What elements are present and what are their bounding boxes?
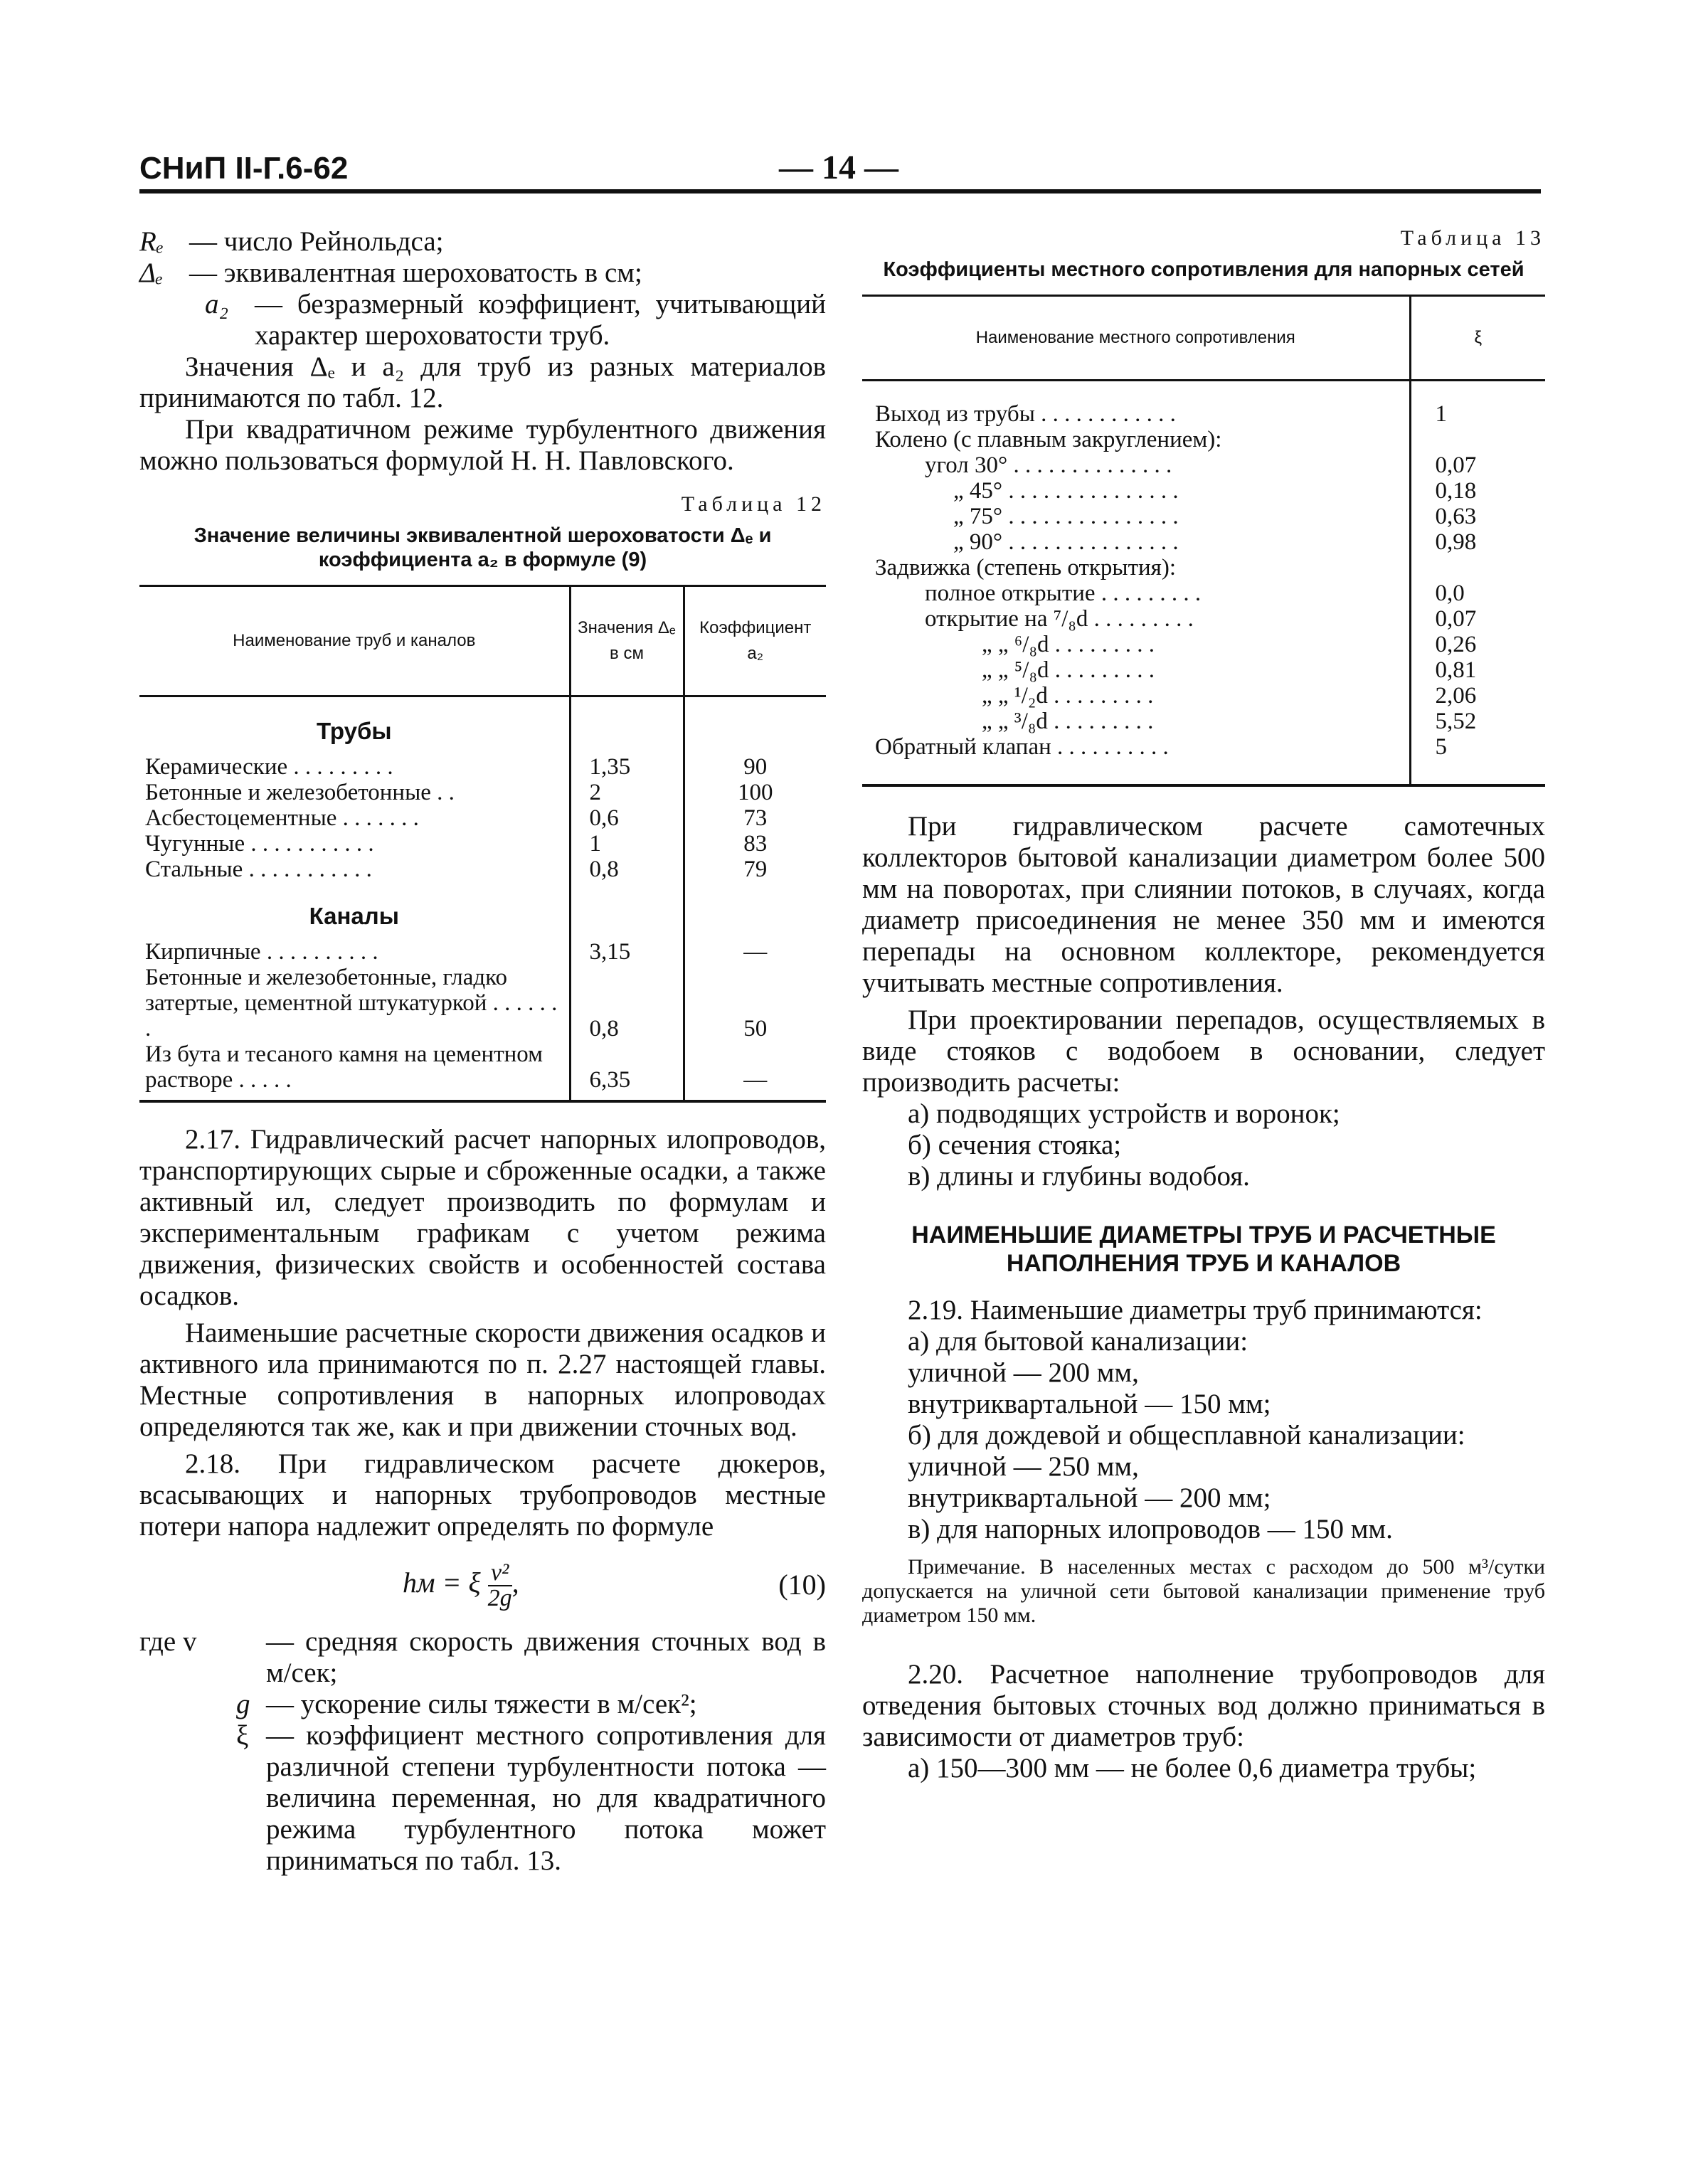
- row-value: 0,81: [1410, 657, 1545, 683]
- table-12-title: Значение величины эквивалентной шероховатости Δₑ и коэффициента a₂ в формуле (9): [193, 524, 772, 571]
- list-item: внутриквартальной — 150 мм;: [908, 1389, 1271, 1419]
- definition-text: — безразмерный коэффициент, учитывающий характер шероховатости труб.: [255, 289, 826, 351]
- table-header: Коэффициент a₂: [684, 586, 826, 696]
- row-value: 0,07: [1410, 452, 1545, 478]
- list-item: внутриквартальной — 200 мм;: [908, 1483, 1271, 1513]
- table-row: Из бута и тесаного камня на цементном растворе . . . . . 6,35 —: [139, 1041, 826, 1101]
- section-heading: НАИМЕНЬШИЕ ДИАМЕТРЫ ТРУБ И РАСЧЕТНЫЕ НАПОЛНЕНИЯ ТРУБ И КАНАЛОВ: [911, 1221, 1496, 1277]
- row-value: 5,52: [1410, 709, 1545, 734]
- row-label: открытие на ⁷/₈d . . . . . . . . .: [925, 606, 1194, 632]
- table-row: Бетонные и железобетонные, гладко затертые, цементной штукатуркой . . . . . . . 0,8 50: [139, 965, 826, 1041]
- page-number: — 14 —: [779, 149, 898, 186]
- list-item: уличной — 250 мм,: [908, 1451, 1139, 1482]
- group-heading: Каналы: [309, 903, 399, 929]
- paragraph-2-19: 2.19. Наименьшие диаметры труб принимаются:: [908, 1295, 1483, 1325]
- right-column: [862, 226, 1545, 1784]
- list-item: б) сечения стояка;: [908, 1130, 1122, 1160]
- row-label: полное открытие . . . . . . . . .: [925, 581, 1202, 606]
- table-row: Асбестоцементные . . . . . . . 0,6 73: [139, 805, 826, 831]
- table-13-caption: Таблица 13: [1400, 226, 1545, 250]
- row-label: Задвижка (степень открытия):: [875, 555, 1177, 581]
- formula-fraction: $\frac{\text{v²}}{2g}$: [487, 1559, 512, 1611]
- table-row: [862, 683, 1545, 709]
- definition: где v — средняя скорость движения сточных вод в м/сек;: [139, 1626, 826, 1688]
- table-row: [862, 657, 1545, 683]
- definition-text: — эквивалентная шероховатость в см;: [189, 258, 642, 288]
- list-item: в) для напорных илопроводов — 150 мм.: [908, 1514, 1393, 1544]
- row-value: 0,26: [1410, 632, 1545, 657]
- diameter-list: [862, 1326, 1545, 1545]
- row-label: „ „ ³/₈d . . . . . . . . .: [982, 709, 1154, 734]
- list-item: уличной — 200 мм,: [908, 1357, 1139, 1388]
- table-row: Кирпичные . . . . . . . . . . 3,15 —: [139, 939, 826, 965]
- row-label: Колено (с плавным закруглением):: [875, 427, 1222, 452]
- table-13: [862, 295, 1545, 787]
- definition: ξ — коэффициент местного сопротивления для различной степени турбулентности потока — величина переменная, но для квадратичного режима турбулентного потока может приниматься по табл. 13.: [236, 1720, 826, 1876]
- row-value: [1410, 555, 1545, 581]
- row-value: 2,06: [1410, 683, 1545, 709]
- note: Примечание. В населенных местах с расходом до 500 м³/сутки допускается на уличной сети бытовой канализации применение труб диаметром 150 мм.: [862, 1555, 1545, 1627]
- equation-number: (10): [778, 1569, 826, 1601]
- definition: [139, 226, 826, 258]
- table-header: Наименование труб и каналов: [139, 586, 570, 696]
- row-label: „ 90° . . . . . . . . . . . . . . .: [953, 529, 1179, 555]
- symbol: Rₑ: [139, 226, 164, 257]
- row-value: 0,18: [1410, 478, 1545, 504]
- table-row: [862, 555, 1545, 581]
- table-row: [862, 427, 1545, 452]
- group-heading: Трубы: [316, 718, 392, 744]
- paragraph: а) 150—300 мм — не более 0,6 диаметра трубы;: [908, 1753, 1477, 1783]
- table-row: [862, 606, 1545, 632]
- definition-text: — число Рейнольдса;: [189, 226, 444, 257]
- table-row: [862, 381, 1545, 428]
- row-value: 5: [1410, 734, 1545, 785]
- symbol: Δₑ: [139, 258, 164, 288]
- definition: [139, 289, 826, 351]
- paragraph: Наименьшие расчетные скорости движения осадков и активного ила принимаются по п. 2.27 настоящей главы. Местные сопротивления в напорных илопроводах определяются так же, как и при движении сточных вод.: [139, 1318, 826, 1442]
- list-item: а) подводящих устройств и воронок;: [908, 1098, 1340, 1129]
- row-value: 0,0: [1410, 581, 1545, 606]
- paragraph: При проектировании перепадов, осуществляемых в виде стояков с водобоем в основании, следует производить расчеты:: [862, 1004, 1545, 1098]
- definitions-list: [139, 226, 826, 351]
- table-row: [862, 478, 1545, 504]
- table-header: ξ: [1410, 296, 1545, 381]
- definition: g — ускорение силы тяжести в м/сек²;: [236, 1689, 697, 1719]
- row-value: 0,98: [1410, 529, 1545, 555]
- row-value: [1410, 427, 1545, 452]
- row-label: Обратный клапан . . . . . . . . . .: [875, 734, 1169, 760]
- table-row: [862, 581, 1545, 606]
- table-header: Значения Δₑ в см: [570, 586, 684, 696]
- paragraph: Значения Δₑ и a₂ для труб из разных материалов принимаются по табл. 12.: [139, 351, 826, 413]
- table-12-caption: Таблица 12: [681, 492, 826, 516]
- definition: [139, 258, 826, 289]
- row-label: „ „ ¹/₂d . . . . . . . . .: [982, 683, 1154, 709]
- table-13-title: Коэффициенты местного сопротивления для напорных сетей: [883, 258, 1524, 281]
- list-item: в) длины и глубины водобоя.: [908, 1161, 1250, 1192]
- table-row: [862, 452, 1545, 478]
- formula-10: hм = ξ $\frac{\text{v²}}{2g}$, (10): [403, 1559, 826, 1611]
- formula-lhs: hм = ξ: [403, 1567, 481, 1599]
- header-rule: [139, 189, 1541, 194]
- table-row: Чугунные . . . . . . . . . . . 1 83: [139, 831, 826, 857]
- paragraph-2-20: 2.20. Расчетное наполнение трубопроводов для отведения бытовых сточных вод должно приниматься в зависимости от диаметров труб:: [862, 1659, 1545, 1752]
- row-label: „ 45° . . . . . . . . . . . . . . .: [953, 478, 1179, 504]
- where-list: [139, 1626, 826, 1877]
- row-label: Выход из трубы . . . . . . . . . . . .: [875, 401, 1176, 427]
- table-header: Наименование местного сопротивления: [862, 296, 1410, 381]
- left-column: [139, 226, 826, 1877]
- paragraph: При квадратичном режиме турбулентного движения можно пользоваться формулой Н. Н. Павловского.: [139, 414, 826, 476]
- list-item: а) для бытовой канализации:: [908, 1326, 1248, 1357]
- table-row: [862, 709, 1545, 734]
- table-row: Керамические . . . . . . . . . 1,35 90: [139, 754, 826, 780]
- table-row: [862, 734, 1545, 785]
- row-label: „ „ ⁵/₈d . . . . . . . . .: [982, 657, 1155, 683]
- row-label: угол 30° . . . . . . . . . . . . . .: [925, 452, 1172, 478]
- row-value: 0,07: [1410, 606, 1545, 632]
- row-label: „ „ ⁶/₈d . . . . . . . . .: [982, 632, 1155, 657]
- row-value: 1: [1410, 381, 1545, 428]
- row-label: „ 75° . . . . . . . . . . . . . . .: [953, 504, 1179, 529]
- document-code: СНиП II-Г.6-62: [139, 151, 349, 186]
- table-row: [862, 632, 1545, 657]
- calc-list: [862, 1098, 1545, 1192]
- table-12: [139, 585, 826, 1103]
- paragraph: При гидравлическом расчете самотечных коллекторов бытовой канализации диаметром более 500 мм на поворотах, при слиянии потоков, в случаях, когда диаметр присоединения не менее 350 мм и имеются перепады на основном коллекторе, рекомендуется учитывать местные сопротивления.: [862, 811, 1545, 998]
- table-row: Стальные . . . . . . . . . . . 0,8 79: [139, 857, 826, 882]
- symbol: a₂: [205, 289, 229, 319]
- paragraph-2-17: 2.17. Гидравлический расчет напорных илопроводов, транспортирующих сырые и сброженные осадки, а также активный ил, следует производить по формулам и экспериментальным графикам с учетом режима движения, физических свойств и особенностей состава осадков.: [139, 1124, 826, 1311]
- paragraph-2-18: 2.18. При гидравлическом расчете дюкеров, всасывающих и напорных трубопроводов местные потери напора надлежит определять по формуле: [139, 1448, 826, 1542]
- table-row: Бетонные и железобетонные . . 2 100: [139, 780, 826, 805]
- table-row: [862, 504, 1545, 529]
- table-row: [862, 529, 1545, 555]
- list-item: б) для дождевой и общесплавной канализации:: [908, 1420, 1465, 1451]
- row-value: 0,63: [1410, 504, 1545, 529]
